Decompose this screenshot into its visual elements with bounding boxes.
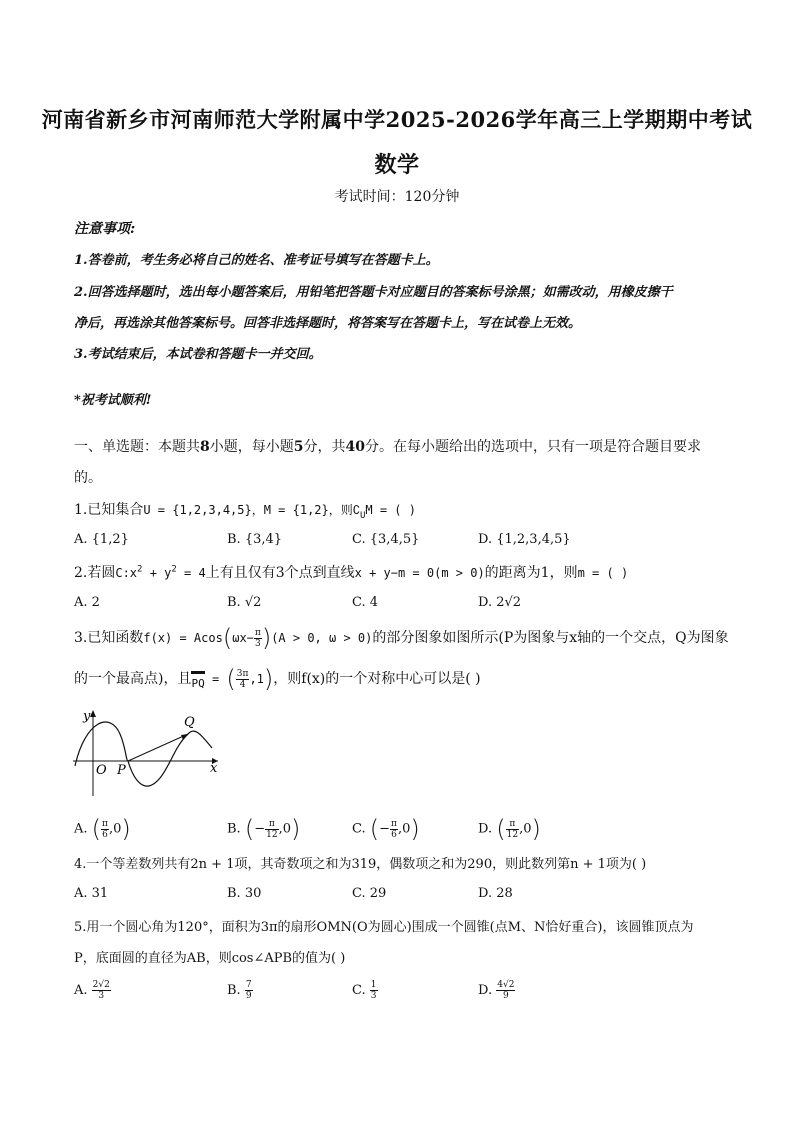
q3-option-b: B. (− $\frac{\pi}{12}$ ,0) [227,815,301,843]
y-axis-arrow [90,710,96,717]
good-luck-note: *祝考试顺利! [74,393,152,408]
q5-stem-cont: P，底面圆的直径为AB，则cos∠APB的值为( ) [74,951,346,966]
q3-option-a: A. ( $\frac{\pi}{6}$ ,0) [74,815,131,843]
exam-title: 河南省新乡市河南师范大学附属中学2025-2026学年高三上学期期中考试 [41,107,753,132]
q5-option-b: B. $\frac{7}{9}$ [227,980,252,1001]
notice-item-2: 2.回答选择题时，选出每小题答案后，用铅笔把答题卡对应题目的答案标号涂黑；如需改动，用橡皮擦干 [74,285,673,300]
q5-stem: 5.用一个圆心角为120°，面积为3π的扇形OMN(O为圆心)围成一个圆锥(点M、N恰好重合)，该圆锥顶点为 [74,920,694,935]
notice-item-1: 1.答卷前，考生务必将自己的姓名、准考证号填写在答题卡上。 [74,253,439,268]
q1-option-c: C. {3,4,5} [352,532,420,547]
q1-option-a: A. {1,2} [74,532,129,547]
notice-heading: 注意事项: [74,221,136,237]
exam-time: 考试时间：120分钟 [334,189,460,205]
q4-stem: 4.一个等差数列共有2n + 1项，其奇数项之和为319，偶数项之和为290，则此数列第n + 1项为( ) [74,857,647,872]
q5-option-d: D. $\frac{4√2}{9}$ [478,980,515,1001]
q4-option-b: B. 30 [227,886,262,901]
q2-option-c: C. 4 [352,595,379,610]
q1-option-d: D. {1,2,3,4,5} [478,532,571,547]
subject-title: 数学 [374,152,420,178]
section-intro: 一、单选题：本题共8小题，每小题5分，共40分。在每小题给出的选项中，只有一项是符合题目要求 [74,439,701,455]
pq-arrow [181,734,188,740]
point-p-label: P [117,763,126,778]
q5-option-c: C. $\frac{1}{3}$ [352,980,377,1001]
q1-stem: 1.已知集合U = {1,2,3,4,5}，M = {1,2}，则$∁_UM$ = ( ) [74,502,416,521]
point-q-label: Q [184,715,195,730]
q2-stem: 2.若圆$C:x^2 + y^2 = 4$上有且仅有3个点到直线x + y−m = 0(m > 0)的距离为1，则m = ( ) [74,564,629,581]
q3-stem-cont: 的一个最高点)，且 PQ = ( $\frac{3\pi}{4}$ ,1)，则f(x)的一个对称中心可以是( ) [74,665,481,693]
q2-option-a: A. 2 [74,595,100,610]
q4-option-d: D. 28 [478,886,513,901]
section-intro-cont: 的。 [74,470,102,486]
q5-option-a: A. $\frac{2√2}{3}$ [74,980,110,1001]
q2-option-b: B. √2 [227,595,262,610]
q2-option-d: D. 2√2 [478,595,522,610]
notice-item-3: 3.考试结束后，本试卷和答题卡一并交回。 [74,347,322,362]
q1-option-b: B. {3,4} [227,532,283,547]
q4-option-a: A. 31 [74,886,109,901]
q3-option-d: D. ( $\frac{\pi}{12}$ ,0) [478,815,541,843]
y-axis-label: y [83,709,91,724]
notice-item-2-cont: 净后，再选涂其他答案标号。回答非选择题时，将答案写在答题卡上，写在试卷上无效。 [74,316,582,331]
q3-function-graph [70,706,230,798]
q4-option-c: C. 29 [352,886,387,901]
origin-label: O [96,763,107,778]
x-axis-label: x [210,761,218,776]
pq-segment [128,734,188,761]
q3-stem: 3.已知函数f(x) = Acos(ωx− $\frac{\pi}{3}$ )(A > 0, ω > 0)的部分图象如图所示(P为图象与x轴的一个交点，Q为图象 [74,624,729,652]
q3-option-c: C. (− $\frac{\pi}{6}$ ,0) [352,815,420,843]
